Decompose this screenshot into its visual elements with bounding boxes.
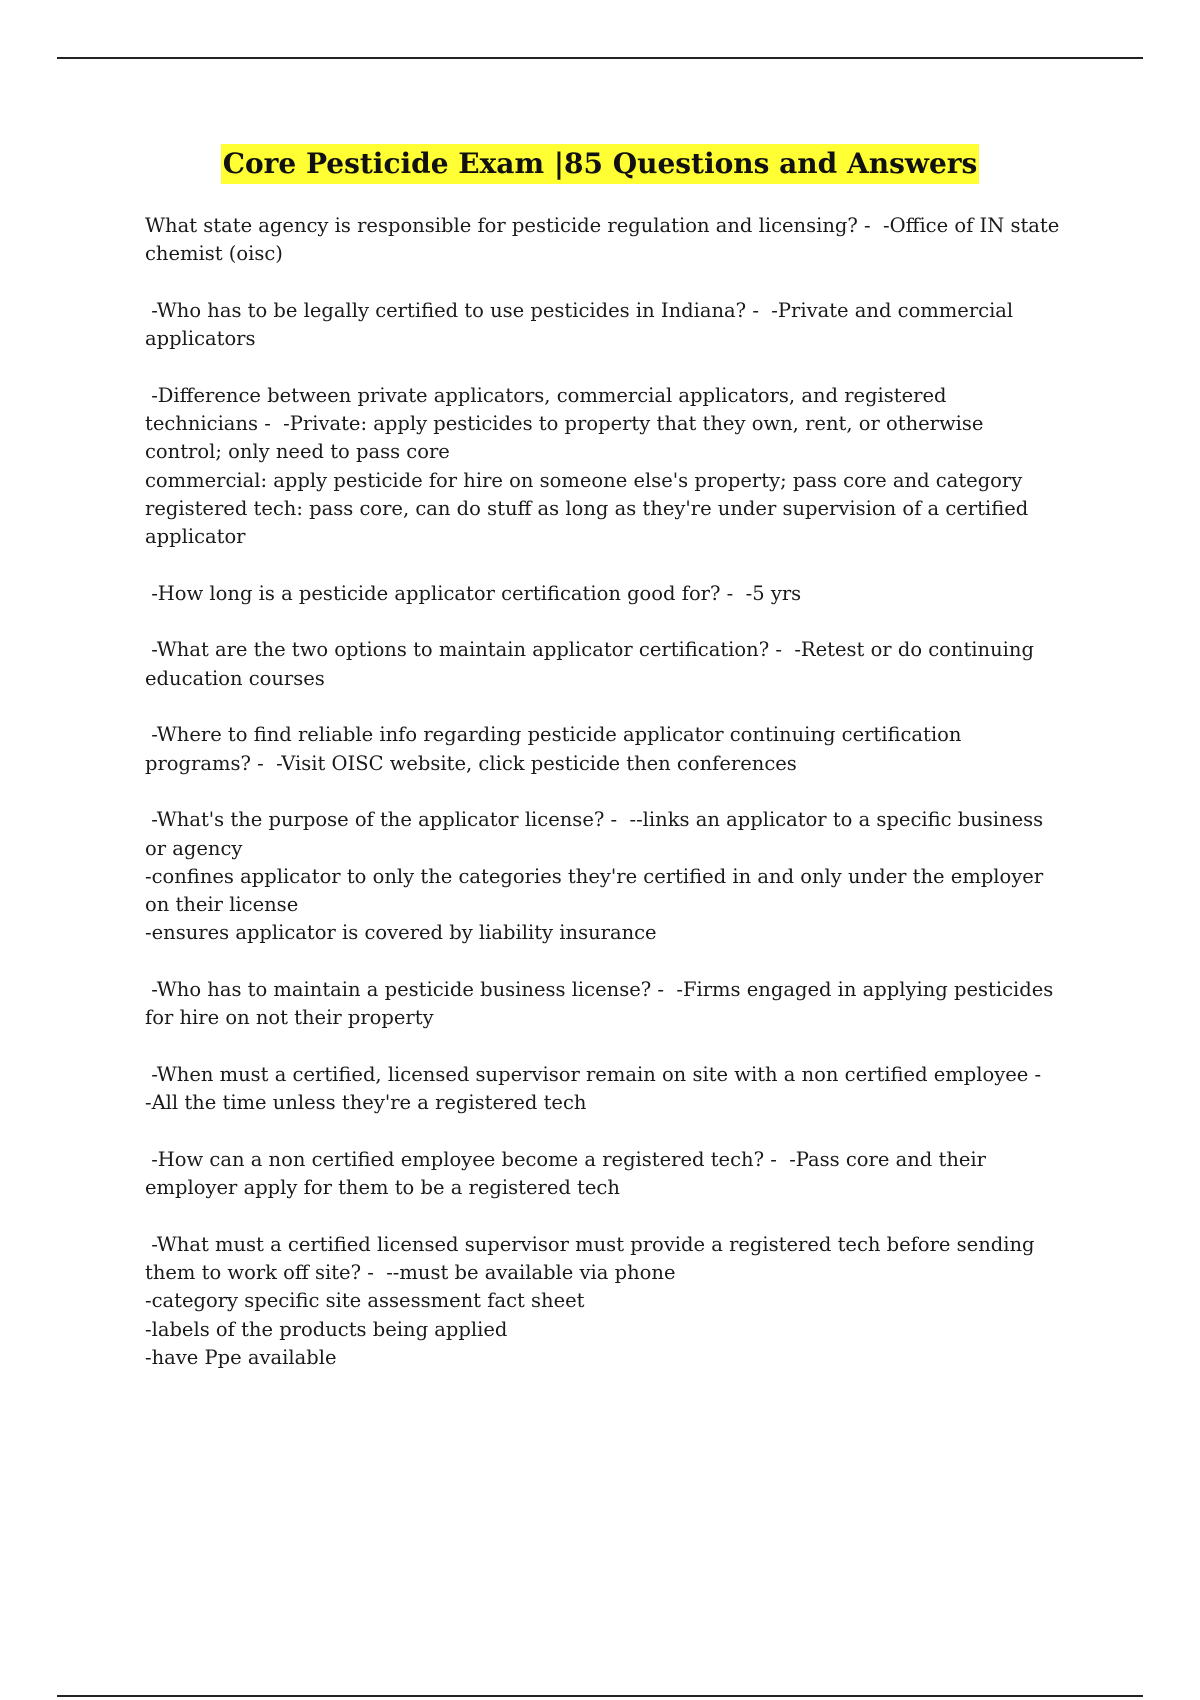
qa-line: -Who has to maintain a pesticide business license? - -Firms engaged in applying pesticides [145,978,1054,1002]
qa-line: chemist (oisc) [145,242,283,266]
document-title: Core Pesticide Exam |85 Questions and Answers [221,144,980,184]
qa-item [145,580,1090,608]
top-rule [57,57,1143,59]
qa-line: What state agency is responsible for pesticide regulation and licensing? - -Office of IN state [145,214,1060,237]
qa-line: -category specific site assessment fact sheet [145,1289,585,1313]
qa-line: -Who has to be legally certified to use pesticides in Indiana? - -Private and commercial [145,298,1014,322]
qa-item [145,297,1090,354]
qa-line: -What's the purpose of the applicator license? - --links an applicator to a specific business [145,808,1044,832]
qa-line: -ensures applicator is covered by liability insurance [145,921,657,945]
qa-line: technicians - -Private: apply pesticides to property that they own, rent, or otherwise [145,412,984,436]
qa-line: -All the time unless they're a registered tech [145,1091,587,1115]
qa-line: registered tech: pass core, can do stuff as long as they're under supervision of a certified [145,496,1029,520]
qa-item [145,806,1090,947]
qa-line: -How long is a pesticide applicator certification good for? - -5 yrs [145,581,802,605]
qa-line: programs? - -Visit OISC website, click pesticide then conferences [145,751,797,775]
qa-line: -What are the two options to maintain applicator certification? - -Retest or do continuing [145,638,1034,662]
qa-line: applicator [145,525,246,549]
bottom-rule [57,1695,1143,1697]
qa-line: commercial: apply pesticide for hire on someone else's property; pass core and category [145,468,1023,492]
qa-item [145,1231,1090,1372]
qa-list [145,212,1090,1400]
qa-line: education courses [145,666,325,690]
qa-line: -What must a certified licensed supervisor must provide a registered tech before sending [145,1232,1035,1256]
title-container [0,144,1200,184]
qa-line: -How can a non certified employee become a registered tech? - -Pass core and their [145,1147,986,1171]
qa-item [145,976,1090,1033]
qa-item [145,721,1090,778]
qa-item [145,1146,1090,1203]
qa-line: -confines applicator to only the categories they're certified in and only under the employer [145,864,1044,888]
qa-line: -When must a certified, licensed supervisor remain on site with a non certified employee - [145,1062,1042,1086]
qa-item [145,382,1090,552]
qa-line: control; only need to pass core [145,440,450,464]
qa-item [145,636,1090,693]
qa-line: them to work off site? - --must be available via phone [145,1260,676,1284]
qa-line: employer apply for them to be a registered tech [145,1176,620,1200]
qa-line: -Where to find reliable info regarding pesticide applicator continuing certification [145,723,962,747]
qa-line: on their license [145,893,299,917]
qa-line: -have Ppe available [145,1345,337,1369]
qa-item [145,1061,1090,1118]
qa-line: -labels of the products being applied [145,1317,508,1341]
qa-line: -Difference between private applicators, commercial applicators, and registered [145,383,947,407]
qa-line: or agency [145,836,243,860]
qa-line: applicators [145,327,256,351]
qa-item [145,212,1090,269]
qa-line: for hire on not their property [145,1006,434,1030]
